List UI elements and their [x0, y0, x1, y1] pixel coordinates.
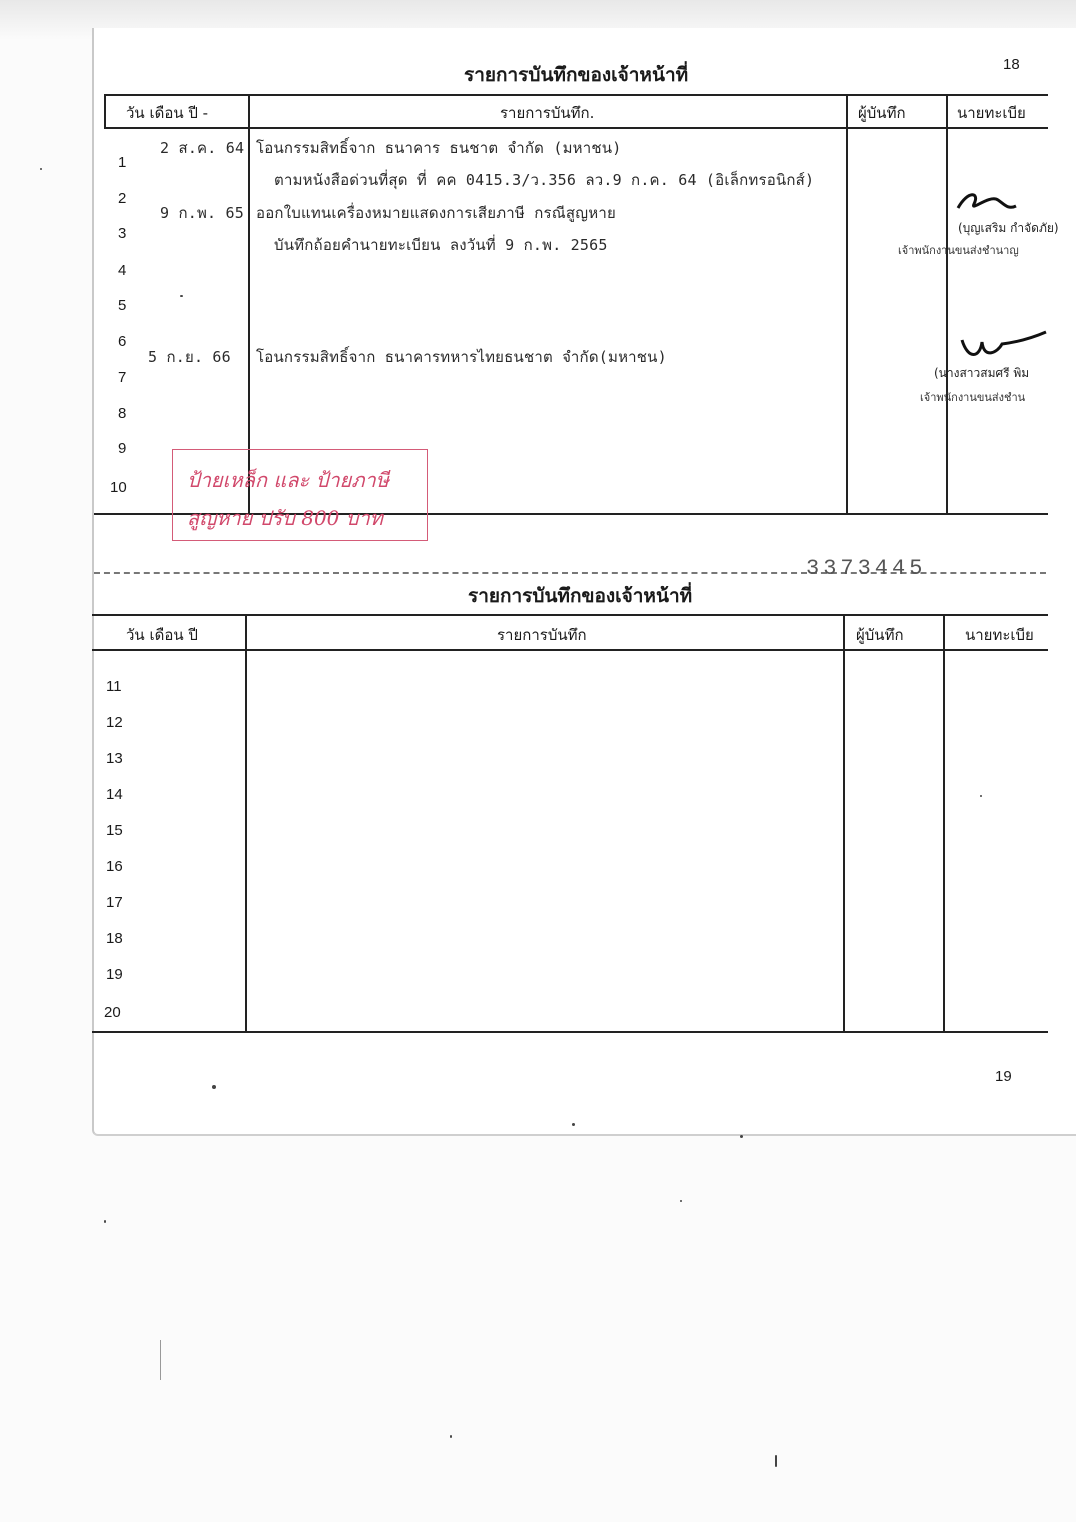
row-number: 15 — [106, 822, 123, 839]
column-divider-entry — [846, 94, 848, 514]
entry-text: บันทึกถ้อยคำนายทะเบียน ลงวันที่ 9 ก.พ. 2565 — [274, 236, 608, 254]
scan-speck — [450, 1435, 452, 1438]
row-number: 1 — [118, 154, 127, 171]
scan-speck — [980, 795, 982, 797]
column-divider-date — [245, 614, 247, 1032]
row-number: 17 — [106, 894, 123, 911]
table-bottom-border — [92, 1031, 1048, 1033]
column-header-date: วัน เดือน ปี — [126, 626, 198, 644]
stamp-line: ป้ายเหล็ก และ ป้ายภาษี — [187, 468, 389, 492]
table-left-border — [104, 94, 106, 128]
column-divider-entry — [843, 614, 845, 1032]
table-header-divider — [92, 649, 1048, 651]
page-heading-bottom: รายการบันทึกของเจ้าหน้าที่ — [468, 585, 693, 607]
scan-speck — [680, 1200, 682, 1202]
row-number: 6 — [118, 333, 127, 350]
signature-name: (บุญเสริม กำจัดภัย) — [958, 221, 1059, 235]
column-header-entry: รายการบันทึก. — [500, 104, 595, 122]
row-number: 5 — [118, 297, 127, 314]
scan-speck — [212, 1085, 216, 1089]
column-header-recorder: ผู้บันทึก — [856, 626, 904, 644]
column-divider-recorder — [943, 614, 945, 1032]
entry-text: โอนกรรมสิทธิ์จาก ธนาคาร ธนชาต จำกัด (มหาชน) — [256, 139, 622, 157]
column-header-recorder: ผู้บันทึก — [858, 104, 906, 122]
table-top-border — [104, 94, 1048, 96]
entry-date: 5 ก.ย. 66 — [148, 348, 231, 366]
entry-text: ตามหนังสือด่วนที่สุด ที่ คค 0415.3/ว.356 ลว.9 ก.ค. 64 (อิเล็กทรอนิกส์) — [274, 171, 815, 189]
table-header-divider — [104, 127, 1048, 129]
red-stamp — [172, 449, 428, 541]
row-number: 20 — [104, 1004, 121, 1021]
row-number: 19 — [106, 966, 123, 983]
column-header-registrar: นายทะเบีย — [965, 626, 1034, 644]
entry-date: 9 ก.พ. 65 — [160, 204, 244, 222]
row-number: 10 — [110, 479, 127, 496]
stamp-line: สูญหาย ปรับ 800 บาท — [187, 506, 383, 530]
row-number: 18 — [106, 930, 123, 947]
scan-speck — [572, 1123, 575, 1126]
partial-number: 3373445 — [806, 556, 927, 581]
signature-name: (นางสาวสมศรี พิม — [934, 366, 1030, 380]
scan-speck — [740, 1135, 743, 1138]
row-number: 9 — [118, 440, 127, 457]
entry-text: ออกใบแทนเครื่องหมายแสดงการเสียภาษี กรณีสูญหาย — [256, 204, 616, 222]
row-number: 16 — [106, 858, 123, 875]
row-number: 13 — [106, 750, 123, 767]
page-number-top: 18 — [1003, 56, 1020, 73]
row-number: 3 — [118, 225, 127, 242]
signature-mark — [958, 330, 1048, 366]
row-number: 4 — [118, 262, 127, 279]
row-number: 12 — [106, 714, 123, 731]
row-number: 8 — [118, 405, 127, 422]
column-divider-recorder — [946, 94, 948, 514]
signature-role: เจ้าพนักงานขนส่งชำน — [920, 391, 1026, 404]
row-number: 7 — [118, 369, 127, 386]
column-header-registrar: นายทะเบีย — [957, 104, 1026, 122]
column-header-entry: รายการบันทึก — [497, 626, 587, 644]
entry-text: โอนกรรมสิทธิ์จาก ธนาคารทหารไทยธนชาต จำกัด(มหาชน) — [256, 348, 667, 366]
row-number: 11 — [106, 678, 122, 695]
scan-speck — [160, 1340, 161, 1380]
page-number-bottom: 19 — [995, 1068, 1012, 1085]
scan-speck — [180, 295, 183, 297]
row-number: 2 — [118, 190, 127, 207]
signature-mark — [950, 188, 1020, 218]
page-heading-top: รายการบันทึกของเจ้าหน้าที่ — [464, 64, 689, 86]
row-number: 14 — [106, 786, 123, 803]
column-header-date: วัน เดือน ปี - — [126, 104, 209, 122]
entry-date: 2 ส.ค. 64 — [160, 139, 245, 157]
scan-speck — [775, 1455, 777, 1467]
scan-speck — [40, 168, 42, 170]
signature-role: เจ้าพนักงานขนส่งชำนาญ — [898, 244, 1019, 257]
scan-speck — [104, 1220, 106, 1223]
table-top-border — [92, 614, 1048, 616]
